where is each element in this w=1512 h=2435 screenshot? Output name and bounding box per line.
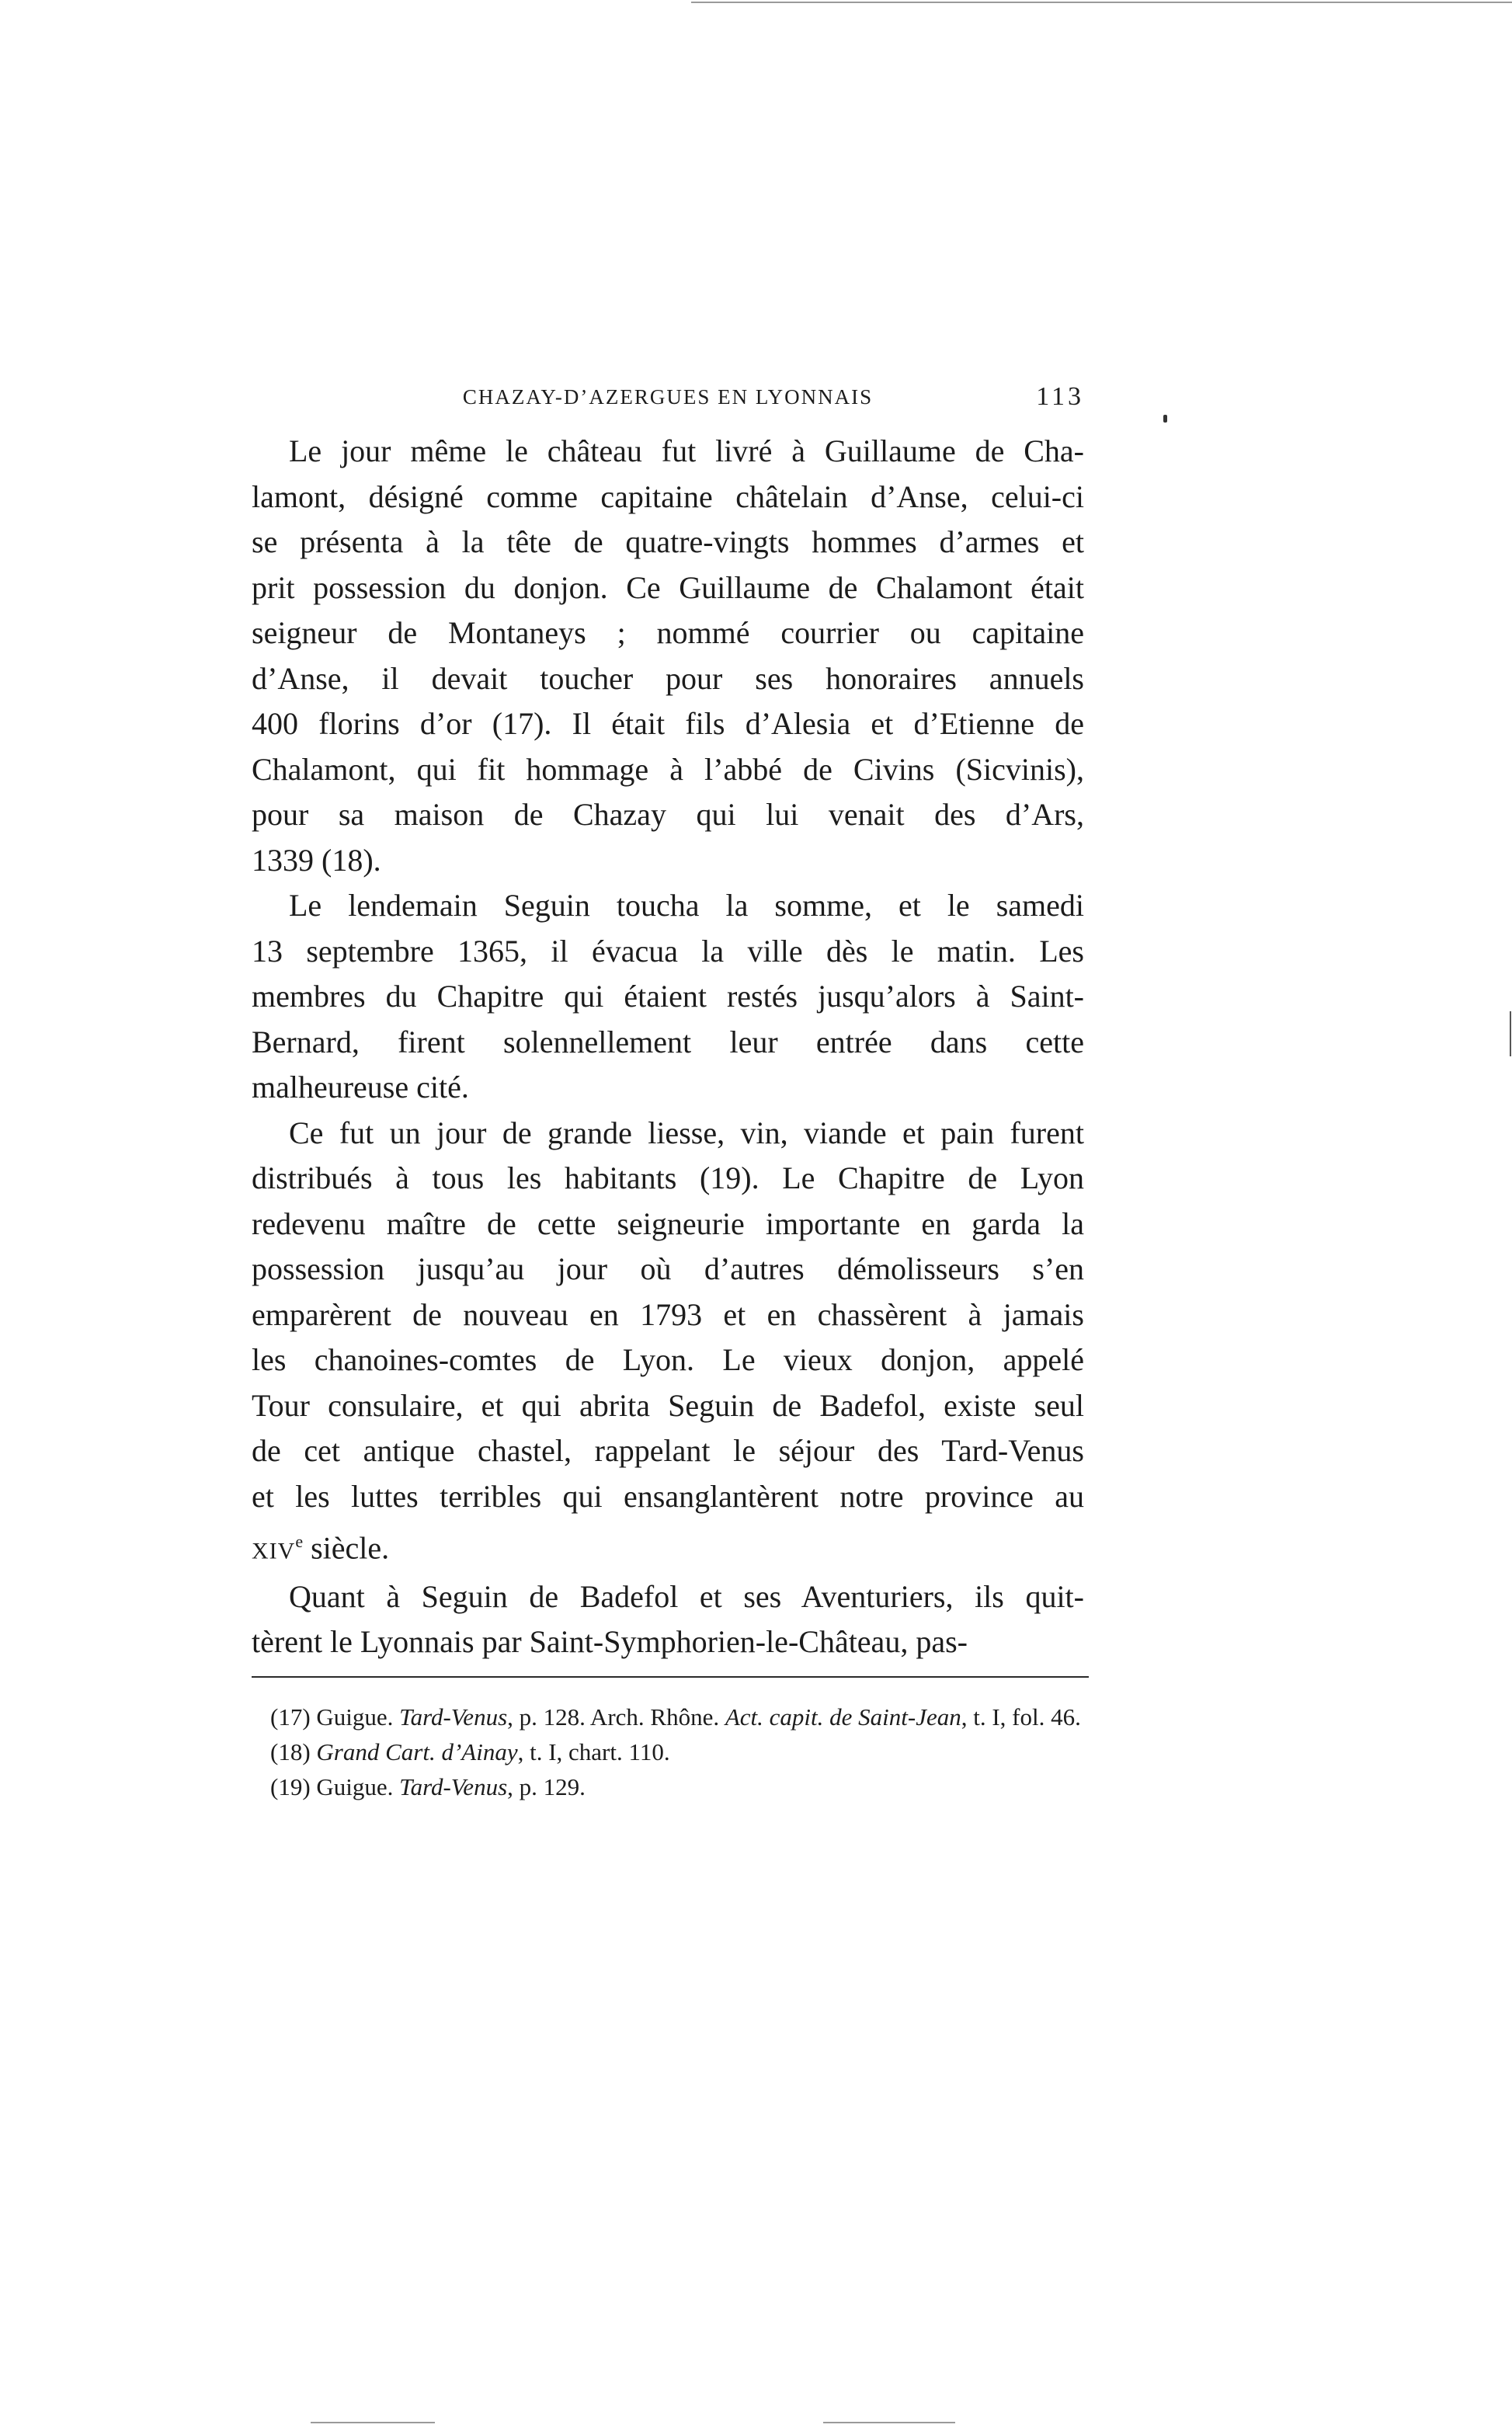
text-line: possession jusqu’au jour où d’autres démolisseurs s’en (252, 1251, 1084, 1286)
paragraph (252, 429, 1084, 883)
paragraph (252, 1574, 1084, 1665)
text-line: lamont, désigné comme capitaine châtelain d’Anse, celui-ci (252, 478, 1084, 514)
text-line: pour sa maison de Chazay qui lui venait des d’Ars, (252, 797, 1084, 832)
ink-speck (1163, 415, 1167, 423)
footnote (252, 1769, 1084, 1804)
scan-edge-line (691, 2, 1512, 3)
text-line: prit possession du donjon. Ce Guillaume de Chalamont était (252, 569, 1084, 605)
footnote-text: , t. I, chart. 110. (517, 1738, 670, 1765)
footnote-title: Tard-Venus (399, 1772, 508, 1800)
text-line: Tour consulaire, et qui abrita Seguin de Badefol, existe seul (252, 1387, 1084, 1423)
footnote-text: , p. 128. Arch. Rhône. (507, 1703, 725, 1731)
footnote-mark: (17) (270, 1703, 311, 1731)
paragraph (252, 883, 1084, 1111)
footnote-text: Guigue. (310, 1772, 400, 1800)
footnote-text: , p. 129. (507, 1772, 586, 1800)
margin-line-mark (1510, 1011, 1511, 1056)
text-line: 13 septembre 1365, il évacua la ville dès le matin. Les (252, 933, 1084, 969)
text-line: tèrent le Lyonnais par Saint-Symphorien-le-Château, pas- (252, 1624, 968, 1660)
text-line: seigneur de Montaneys ; nommé courrier ou capitaine (252, 615, 1084, 650)
footnote-mark: (19) (270, 1772, 311, 1800)
scan-edge-line (311, 2422, 435, 2423)
footnote (252, 1699, 1084, 1734)
text-line: XIVe siècle. (252, 1530, 390, 1566)
text-line: d’Anse, il devait toucher pour ses honoraires annuels (252, 660, 1084, 696)
footnote-mark: (18) (270, 1738, 311, 1765)
text-line: malheureuse cité. (252, 1070, 469, 1104)
running-head (252, 376, 1084, 423)
text-line: Chalamont, qui fit hommage à l’abbé de Civins (Sicvinis), (252, 751, 1084, 787)
text-line: 400 florins d’or (17). Il était fils d’Alesia et d’Etienne de (252, 706, 1084, 741)
text-line: redevenu maître de cette seigneurie importante en garda la (252, 1205, 1084, 1241)
text-line: 1339 (18). (252, 842, 381, 878)
footnote-separator (252, 1676, 1089, 1678)
body-text (252, 429, 1084, 1665)
footnotes (252, 1699, 1084, 1804)
text-line: se présenta à la tête de quatre-vingts hommes d’armes et (252, 524, 1084, 559)
text-line: et les luttes terribles qui ensanglantèrent notre province au (252, 1478, 1084, 1514)
running-head-title: CHAZAY-D’AZERGUES EN LYONNAIS (462, 385, 874, 409)
text-line: Le jour même le château fut livré à Guillaume de Cha- (289, 433, 1084, 468)
text-line: Ce fut un jour de grande liesse, vin, viande et pain furent (289, 1115, 1084, 1150)
text-line: emparèrent de nouveau en 1793 et en chassèrent à jamais (252, 1296, 1084, 1332)
text-line: Quant à Seguin de Badefol et ses Aventuriers, ils quit- (289, 1578, 1084, 1614)
footnote-text: , t. I, fol. 46. (961, 1703, 1081, 1731)
footnote-text: Guigue. (310, 1703, 400, 1731)
footnote-title: Tard-Venus (399, 1703, 508, 1731)
text-line: Le lendemain Seguin toucha la somme, et le samedi (289, 888, 1084, 923)
book-page (252, 376, 1084, 1804)
text-line: les chanoines-comtes de Lyon. Le vieux donjon, appelé (252, 1342, 1084, 1377)
footnote-title: Grand Cart. d’Ainay (316, 1738, 518, 1765)
text-line: membres du Chapitre qui étaient restés jusqu’alors à Saint- (252, 979, 1084, 1014)
footnote (252, 1734, 1084, 1769)
page-number: 113 (1036, 382, 1084, 411)
footnote-title: Act. capit. de Saint-Jean (725, 1703, 961, 1731)
text-line: de cet antique chastel, rappelant le séjour des Tard-Venus (252, 1433, 1084, 1468)
text-line: distribués à tous les habitants (19). Le Chapitre de Lyon (252, 1160, 1084, 1195)
text-line: Bernard, firent solennellement leur entrée dans cette (252, 1024, 1084, 1059)
paragraph (252, 1111, 1084, 1574)
scan-edge-line (823, 2422, 955, 2423)
